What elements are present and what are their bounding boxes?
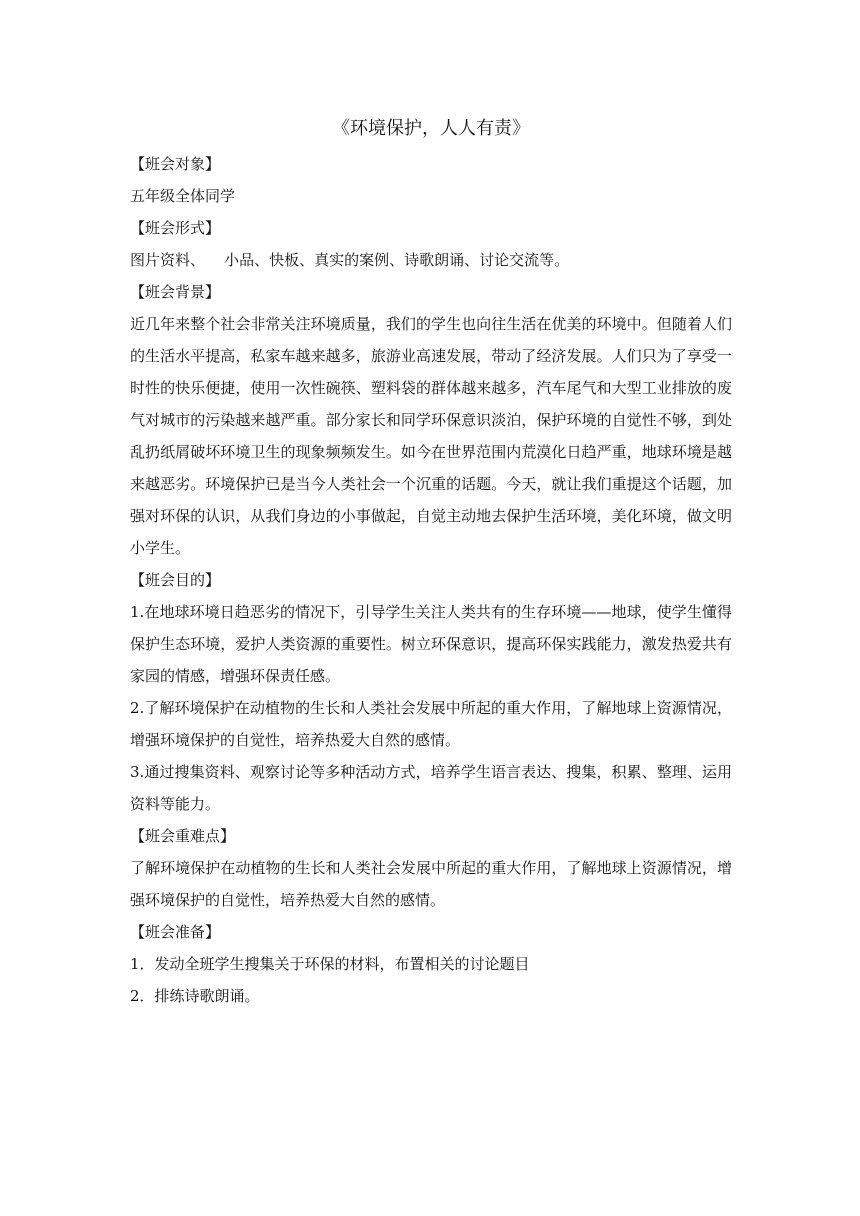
document-title: 《环境保护，人人有责》 bbox=[332, 118, 530, 139]
section-format bbox=[130, 212, 732, 276]
section-paragraph: 近几年来整个社会非常关注环境质量，我们的学生也向往生活在优美的环境中。但随着人们的生活水平提高，私家车越来越多，旅游业高速发展，带动了经济发展。人们只为了享受一时性的快乐便捷，使用一次性碗筷、塑料袋的群体越来越多，汽车尾气和大型工业排放的废气对城市的污染越来越严重。部分家长和同学环保意识淡泊，保护环境的自觉性不够，到处乱扔纸屑破坏环境卫生的现象频频发生。如今在世界范围内荒漠化日趋严重，地球环境是越来越恶劣。环境保护已是当今人类社会一个沉重的话题。今天，就让我们重提这个话题，加强对环保的认识，从我们身边的小事做起，自觉主动地去保护生活环境，美化环境，做文明小学生。 bbox=[130, 315, 732, 557]
section-paragraph: 2．排练诗歌朗诵。 bbox=[130, 987, 260, 1005]
section-paragraph: 2.了解环境保护在动植物的生长和人类社会发展中所起的重大作用，了解地球上资源情况，增强环境保护的自觉性，培养热爱大自然的感情。 bbox=[130, 699, 732, 749]
section-key-points bbox=[130, 820, 732, 916]
section-background bbox=[130, 276, 732, 564]
section-paragraph: 1．发动全班学生搜集关于环保的材料，布置相关的讨论题目 bbox=[130, 955, 530, 973]
section-paragraph: 图片资料、 小品、快板、真实的案例、诗歌朗诵、讨论交流等。 bbox=[130, 251, 570, 269]
section-target bbox=[130, 148, 732, 212]
section-preparation bbox=[130, 916, 732, 1012]
section-heading: 【班会目的】 bbox=[130, 571, 221, 589]
section-paragraph: 3.通过搜集资料、观察讨论等多种活动方式，培养学生语言表达、搜集，积累、整理、运用资料等能力。 bbox=[130, 763, 732, 813]
section-heading: 【班会背景】 bbox=[130, 283, 221, 301]
section-heading: 【班会准备】 bbox=[130, 923, 221, 941]
document-page bbox=[130, 112, 732, 1012]
section-heading: 【班会对象】 bbox=[130, 155, 221, 173]
section-heading: 【班会形式】 bbox=[130, 219, 221, 237]
section-paragraph: 了解环境保护在动植物的生长和人类社会发展中所起的重大作用，了解地球上资源情况，增强环境保护的自觉性，培养热爱大自然的感情。 bbox=[130, 859, 732, 909]
section-purpose bbox=[130, 564, 732, 820]
section-paragraph: 五年级全体同学 bbox=[130, 187, 236, 205]
section-heading: 【班会重难点】 bbox=[130, 827, 236, 845]
section-paragraph: 1.在地球环境日趋恶劣的情况下，引导学生关注人类共有的生存环境——地球，使学生懂得保护生态环境，爱护人类资源的重要性。树立环保意识，提高环保实践能力，激发热爱共有家园的情感，增强环保责任感。 bbox=[130, 603, 732, 685]
